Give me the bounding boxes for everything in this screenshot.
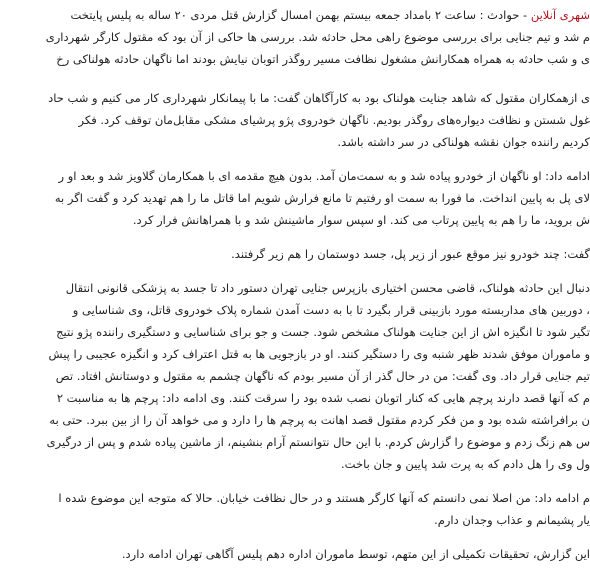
text-line: لای پل به پایین انداخت. ما فورا به سمت او رفتیم تا مانع فرارش شویم اما قاتل ما را هم تهدید کرد و گفت اگر به (54, 191, 590, 205)
lead-text: : ساعت ۲ بامداد جمعه بیستم بهمن امسال گزارش قتل مردی ۲۰ ساله به پلیس پایتخت (70, 8, 488, 22)
text-line: ن برافراشته شده بود و من فکر کردم مقتول قصد اهانت به پرچم ها را دارد و می خواهد آن را از بین ببرد. حتی به (49, 413, 590, 427)
paragraph-5 (0, 277, 590, 475)
text-line: تیم جنایی قرار داد. وی گفت: من در حال گذر از آن مسیر بودم که ناگهان چشمم به مقتول و دوستانش افتاد. تص (55, 369, 590, 383)
text-line: م شد و تیم جنایی برای بررسی موضوع راهی محل حادثه شد. بررسی ها حاکی از آن بود که مقتول کارگر شهرداری (45, 30, 590, 44)
text-line: ، دوربین های مداربسته مورد بازبینی قرار بگیرد تا با به دست آمدن شماره پلاک خودروی قاتل، وی شناسایی و (72, 303, 590, 317)
text-line: س هم زنگ زدم و موضوع را گزارش کردم. با این حال نتوانستم آرام بنشینم، از ماشین پیاده شدم و پس از درگیری (46, 435, 590, 449)
text-line: ی ازهمکاران مقتول که شاهد جنایت هولناک بود به کارآگاهان گفت: ما با پیمانکار شهرداری کار می کنیم و شب حاد (48, 91, 590, 105)
text-line: گفت: چند خودرو نیز موقع عبور از زیر پل، جسد دوستمان را هم زیر گرفتند. (231, 247, 590, 261)
text-line: کردیم راننده جوان نقشه هولناکی در سر داشته باشد. (337, 135, 590, 149)
text-line: م که آنها قصد دارند پرچم هایی که کنار اتوبان نصب شده بود را سرقت کنند. وی ادامه داد: پرچم ها به مناسبت ۲ (56, 391, 590, 405)
text-line: ادامه داد: او ناگهان از خودرو پیاده شد و به سمت‌مان آمد. بدون هیچ مقدمه ای با همکارمان گلاویز شد و بعد او ر (58, 169, 590, 183)
text-line: ی و شب حادثه به همراه همکارانش مشغول نظافت مسیر روگذر اتوبان نیایش بودند اما ناگهان حادثه هولناکی رخ (56, 52, 590, 66)
text-line: و ماموران موفق شدند ظهر شنبه وی را دستگیر کنند. او در بازجویی ها به قتل اعتراف کرد و انگیزه عجیبی را پیش (48, 347, 590, 361)
paragraph-6 (0, 487, 590, 531)
paragraph-7 (0, 543, 590, 565)
paragraph-4 (0, 243, 590, 265)
text-line: این گزارش، تحقیقات تکمیلی از این متهم، توسط ماموران اداره دهم پلیس آگاهی تهران ادامه دارد. (121, 547, 590, 561)
paragraph-1 (0, 4, 590, 70)
text-line: ول وی را هل دادم که به پرت شد پایین و جان باخت. (341, 457, 590, 471)
text-line: غول شستن و نظافت دیواره‌های روگذر بودیم. ناگهان خودروی پژو پرشیای مشکی مقابل‌مان توقف کرد. فکر (78, 113, 590, 127)
category-label: حوادث (487, 8, 520, 22)
source-link[interactable]: شهری آنلاین (530, 8, 590, 22)
paragraph-3 (0, 165, 590, 231)
text-line: ش بروید، ما را هم به پایین پرتاب می کند. او سپس سوار ماشینش شد و با همراهانش فرار کرد. (132, 213, 590, 227)
lead-line: شهری آنلاین - حوادث : ساعت ۲ بامداد جمعه بیستم بهمن امسال گزارش قتل مردی ۲۰ ساله به پلیس پایتخت (70, 8, 590, 22)
text-line: دنبال این حادثه هولناک، قاضی محسن اختیاری بازپرس جنایی تهران دستور داد تا جسد به پزشکی قانونی انتقال (65, 281, 590, 295)
text-line: م ادامه داد: من اصلا نمی دانستم که آنها کارگر هستند و در حال نظافت خیابان. حالا که متوجه این موضوع شده ا (58, 491, 590, 505)
text-line: یار پشیمانم و عذاب وجدان دارم. (434, 513, 590, 527)
paragraph-2 (0, 87, 590, 153)
text-line: تگیر شود تا انگیزه اش از این جنایت هولناک مشخص شود. جست و جو برای شناسایی و دستگیری راننده پژو نتیج (56, 325, 590, 339)
